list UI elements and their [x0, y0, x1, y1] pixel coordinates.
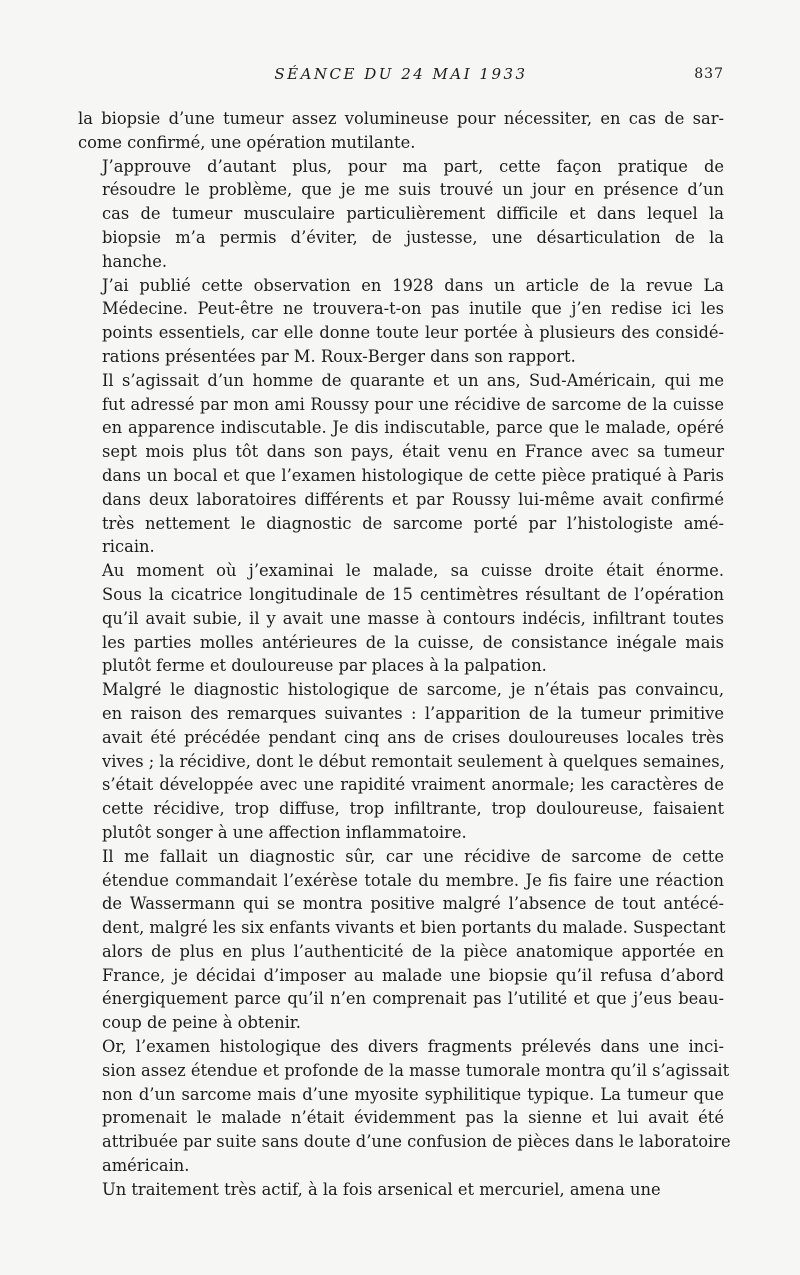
- text-line: Un traitement très actif, à la fois arsenical et mercuriel, amena une: [102, 1179, 661, 1199]
- text-line: la biopsie d’une tumeur assez volumineuse pour nécessiter, en cas de sar-: [78, 109, 724, 128]
- running-header: [78, 62, 724, 86]
- paragraph: [78, 369, 724, 559]
- text-line: Malgré le diagnostic histologique de sarcome, je n’étais pas convaincu,: [102, 680, 724, 700]
- paragraph: [78, 1035, 731, 1178]
- text-line: J’approuve d’autant plus, pour ma part, cette façon pratique de: [102, 156, 724, 176]
- text-line: en apparence indiscutable. Je dis indiscutable, parce que le malade, opéré: [102, 418, 724, 438]
- text-line: avait été précédée pendant cinq ans de crises douloureuses locales très: [102, 727, 724, 747]
- text-line: ricain.: [102, 537, 155, 557]
- text-line: alors de plus en plus l’authenticité de la pièce anatomique apportée en: [102, 941, 724, 961]
- paragraph: [78, 1178, 724, 1202]
- text-line: étendue commandait l’exérèse totale du membre. Je fis faire une réaction: [102, 870, 724, 890]
- paragraph: [78, 559, 724, 678]
- text-line: cas de tumeur musculaire particulièrement difficile et dans lequel la: [102, 204, 724, 224]
- text-line: Il s’agissait d’un homme de quarante et un ans, Sud-Américain, qui me: [102, 370, 724, 390]
- text-line: vives ; la récidive, dont le début remontait seulement à quelques semaines,: [102, 751, 725, 771]
- text-line: attribuée par suite sans doute d’une confusion de pièces dans le laboratoire: [102, 1132, 731, 1152]
- text-line: points essentiels, car elle donne toute leur portée à plusieurs des considé-: [102, 323, 724, 343]
- text-line: dent, malgré les six enfants vivants et bien portants du malade. Suspectant: [102, 918, 726, 938]
- text-line: fut adressé par mon ami Roussy pour une récidive de sarcome de la cuisse: [102, 394, 724, 414]
- text-line: Il me fallait un diagnostic sûr, car une récidive de sarcome de cette: [102, 846, 724, 866]
- text-line: en raison des remarques suivantes : l’apparition de la tumeur primitive: [102, 703, 724, 723]
- paragraph: [78, 107, 724, 155]
- text-line: dans deux laboratoires différents et par Roussy lui-même avait confirmé: [102, 489, 724, 509]
- text-line: J’ai publié cette observation en 1928 dans un article de la revue La: [102, 275, 724, 295]
- text-line: très nettement le diagnostic de sarcome porté par l’histologiste amé-: [102, 513, 724, 533]
- text-line: de Wassermann qui se montra positive malgré l’absence de tout antécé-: [102, 894, 724, 914]
- body-text: [78, 107, 731, 1202]
- text-line: américain.: [102, 1156, 190, 1176]
- paragraph: [78, 678, 724, 845]
- running-title: SÉANCE DU 24 MAI 1933: [274, 65, 528, 83]
- text-line: cette récidive, trop diffuse, trop infiltrante, trop douloureuse, faisaient: [102, 799, 724, 819]
- text-line: hanche.: [102, 251, 168, 271]
- text-line: Médecine. Peut-être ne trouvera-t-on pas inutile que j’en redise ici les: [102, 299, 724, 319]
- paragraph: [78, 845, 724, 1035]
- text-line: France, je décidai d’imposer au malade une biopsie qu’il refusa d’abord: [102, 965, 724, 985]
- text-line: plutôt ferme et douloureuse par places à la palpation.: [102, 656, 547, 676]
- text-line: Au moment où j’examinai le malade, sa cuisse droite était énorme.: [102, 561, 724, 581]
- text-line: promenait le malade n’était évidemment pas la sienne et lui avait été: [102, 1108, 724, 1128]
- paragraph: [78, 274, 724, 369]
- text-line: sept mois plus tôt dans son pays, était venu en France avec sa tumeur: [102, 442, 724, 462]
- page-number: 837: [694, 66, 724, 82]
- text-line: résoudre le problème, que je me suis trouvé un jour en présence d’un: [102, 180, 724, 200]
- paragraph: [78, 155, 724, 274]
- text-line: Sous la cicatrice longitudinale de 15 centimètres résultant de l’opération: [102, 584, 724, 604]
- text-line: les parties molles antérieures de la cuisse, de consistance inégale mais: [102, 632, 724, 652]
- text-line: come confirmé, une opération mutilante.: [78, 132, 416, 152]
- text-line: rations présentées par M. Roux-Berger dans son rapport.: [102, 346, 576, 366]
- text-line: non d’un sarcome mais d’une myosite syphilitique typique. La tumeur que: [102, 1084, 724, 1104]
- text-line: sion assez étendue et profonde de la masse tumorale montra qu’il s’agissait: [102, 1060, 730, 1080]
- text-line: qu’il avait subie, il y avait une masse à contours indécis, infiltrant toutes: [102, 608, 724, 628]
- text-line: s’était développée avec une rapidité vraiment anormale; les caractères de: [102, 775, 724, 795]
- text-line: Or, l’examen histologique des divers fragments prélevés dans une inci-: [102, 1037, 724, 1057]
- text-line: dans un bocal et que l’examen histologique de cette pièce pratiqué à Paris: [102, 465, 724, 485]
- text-line: énergiquement parce qu’il n’en comprenait pas l’utilité et que j’eus beau-: [102, 989, 724, 1009]
- text-line: plutôt songer à une affection inflammatoire.: [102, 822, 467, 842]
- text-line: coup de peine à obtenir.: [102, 1013, 301, 1033]
- text-line: biopsie m’a permis d’éviter, de justesse, une désarticulation de la: [102, 227, 724, 247]
